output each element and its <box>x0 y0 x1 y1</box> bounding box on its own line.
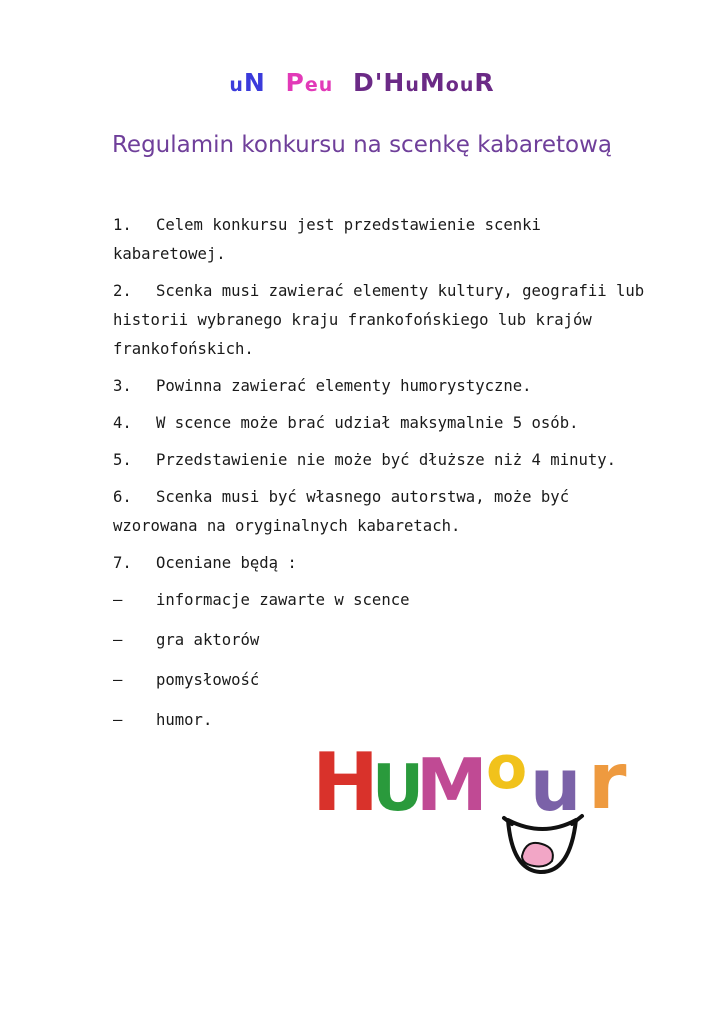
rules-list <box>113 211 658 746</box>
banner-letter: M <box>419 68 446 97</box>
criteria-item <box>113 626 658 655</box>
rule-text: W scence może brać udział maksymalnie 5 osób. <box>156 414 579 432</box>
rule-item <box>113 277 658 364</box>
banner-letter: eu <box>304 74 334 96</box>
dash-bullet: – <box>113 671 123 689</box>
banner-letter: R <box>474 68 495 97</box>
rule-text: Scenka musi być własnego autorstwa, może być wzorowana na oryginalnych kabaretach. <box>113 488 570 535</box>
rule-number: 4. <box>113 414 132 432</box>
banner-letter: o <box>445 74 460 96</box>
banner-letter: N <box>243 68 266 97</box>
criteria-item <box>113 706 658 735</box>
banner-letter: u <box>405 74 420 96</box>
dash-bullet: – <box>113 631 123 649</box>
rule-text: Powinna zawierać elementy humorystyczne. <box>156 377 532 395</box>
criteria-text: pomysłowość <box>156 671 260 689</box>
criteria-item <box>113 586 658 615</box>
banner-letter: u <box>459 74 475 96</box>
banner-title <box>0 68 724 97</box>
dash-bullet: – <box>113 711 123 729</box>
rule-number: 2. <box>113 282 132 300</box>
banner-letter: H <box>383 68 406 97</box>
rule-number: 5. <box>113 451 132 469</box>
banner-letter: P <box>285 68 305 97</box>
rule-number: 1. <box>113 216 132 234</box>
rule-text: Scenka musi zawierać elementy kultury, geografii lub historii wybranego kraju frankofońskiego lub krajów frankofońskich. <box>113 282 645 358</box>
logo-letter-u2: u <box>530 743 582 827</box>
rule-item <box>113 211 658 269</box>
rule-item <box>113 549 658 578</box>
criteria-item <box>113 666 658 695</box>
humour-logo <box>308 738 638 883</box>
logo-letter-h: H <box>312 738 379 829</box>
rule-text: Przedstawienie nie może być dłuższe niż 4 minuty. <box>156 451 617 469</box>
logo-letter-u: U <box>372 752 424 826</box>
logo-letter-m: M <box>416 743 488 827</box>
rule-item <box>113 446 658 475</box>
rule-item <box>113 483 658 541</box>
banner-word-2 <box>286 68 334 97</box>
criteria-text: gra aktorów <box>156 631 260 649</box>
logo-letter-r: r <box>588 738 627 827</box>
rule-number: 3. <box>113 377 132 395</box>
banner-letter: D' <box>353 68 384 97</box>
contest-subtitle: Regulamin konkursu na scenkę kabaretową <box>111 132 613 158</box>
criteria-text: humor. <box>156 711 213 729</box>
banner-word-1 <box>229 68 265 97</box>
rule-text: Celem konkursu jest przedstawienie scenki kabaretowej. <box>113 216 541 263</box>
rule-number: 7. <box>113 554 132 572</box>
banner-letter: u <box>229 74 244 96</box>
rule-item <box>113 372 658 401</box>
banner-word-3 <box>353 68 495 97</box>
logo-letter-o: o <box>486 738 528 803</box>
criteria-text: informacje zawarte w scence <box>156 591 410 609</box>
rule-number: 6. <box>113 488 132 506</box>
rule-item <box>113 409 658 438</box>
dash-bullet: – <box>113 591 123 609</box>
rule-text: Oceniane będą : <box>156 554 297 572</box>
